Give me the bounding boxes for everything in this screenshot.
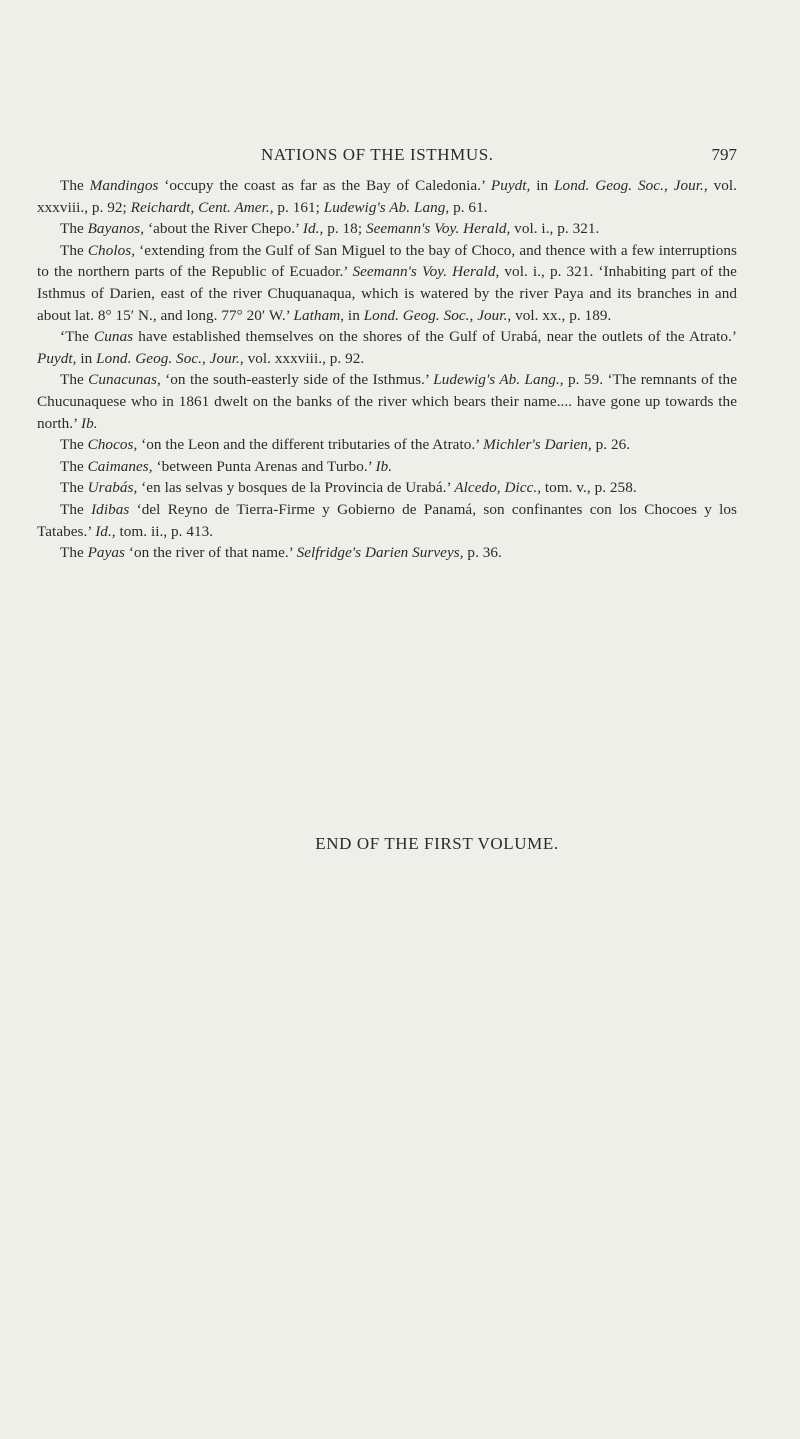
italic-citation-run: Bayanos, bbox=[87, 220, 145, 238]
entry-idibas bbox=[37, 499, 737, 542]
text-run: in bbox=[344, 306, 364, 324]
end-of-volume-note: END OF THE FIRST VOLUME. bbox=[315, 834, 559, 853]
text-run: p. 59. ‘The remnants of the Chucunaquese who in 1861 dwelt on the banks of the river which bears their name.... have gone up towards the north.’ bbox=[37, 371, 737, 432]
italic-citation-run: Ib. bbox=[375, 457, 393, 475]
text-run: The bbox=[60, 371, 89, 389]
italic-citation-run: Ib. bbox=[80, 414, 98, 432]
italic-citation-run: Cunacunas, bbox=[88, 371, 161, 389]
italic-citation-run: Id., bbox=[302, 220, 324, 238]
text-run: ‘en las selvas y bosques de la Provincia de Urabá.’ bbox=[137, 479, 455, 497]
text-run: The bbox=[60, 457, 88, 475]
italic-citation-run: Lond. Geog. Soc., Jour., bbox=[363, 306, 512, 324]
text-run: ‘The bbox=[60, 328, 95, 346]
text-run: The bbox=[60, 241, 88, 259]
italic-citation-run: Id., bbox=[95, 522, 116, 540]
entry-cholos bbox=[37, 240, 737, 326]
italic-citation-run: Puydt, bbox=[37, 349, 77, 367]
text-run: The bbox=[60, 220, 88, 238]
text-run: vol. i., p. 321. bbox=[510, 220, 600, 238]
italic-citation-run: Ludewig's Ab. Lang, bbox=[323, 198, 450, 216]
italic-citation-run: Lond. Geog. Soc., Jour., bbox=[96, 349, 244, 367]
text-run: p. 161; bbox=[273, 198, 324, 216]
italic-citation-run: Cholos, bbox=[87, 241, 136, 259]
text-run: ‘extending from the Gulf of San Miguel to the bay of Choco, and thence with a few interruptions to the northern parts of the Republic of Ecuador.’ bbox=[37, 241, 738, 281]
italic-citation-run: Seemann's Voy. Herald, bbox=[352, 263, 500, 281]
italic-citation-run: Puydt, bbox=[490, 177, 531, 194]
italic-citation-run: Ludewig's Ab. Lang., bbox=[433, 371, 564, 389]
italic-citation-run: Selfridge's Darien Surveys, bbox=[296, 544, 464, 562]
text-run: ‘on the Leon and the different tributaries of the Atrato.’ bbox=[137, 436, 484, 454]
entry-bayanos bbox=[37, 218, 737, 240]
text-run: ‘on the south-easterly side of the Isthmus.’ bbox=[160, 371, 434, 389]
italic-citation-run: Urabás, bbox=[87, 479, 138, 497]
page-number: 797 bbox=[711, 145, 737, 164]
italic-citation-run: Payas bbox=[87, 544, 125, 562]
text-run: tom. v., p. 258. bbox=[541, 479, 637, 497]
text-run: in bbox=[76, 349, 97, 367]
entry-cunas bbox=[37, 326, 737, 369]
italic-citation-run: Michler's Darien, bbox=[483, 436, 592, 454]
italic-citation-run: Mandingos bbox=[89, 177, 159, 194]
entry-cunacunas bbox=[37, 369, 737, 434]
text-run: ‘on the river of that name.’ bbox=[124, 544, 297, 562]
text-run: p. 36. bbox=[463, 544, 502, 562]
text-run: The bbox=[60, 500, 92, 518]
entry-urabas bbox=[37, 477, 737, 499]
text-run: The bbox=[60, 479, 88, 497]
italic-citation-run: Latham, bbox=[293, 306, 345, 324]
italic-citation-run: Cunas bbox=[94, 328, 134, 346]
text-run: ‘between Punta Arenas and Turbo.’ bbox=[152, 457, 376, 475]
entry-mandingos bbox=[37, 175, 737, 218]
italic-citation-run: Idibas bbox=[91, 500, 130, 518]
text-run: p. 26. bbox=[591, 436, 631, 454]
text-run: vol. i., p. 321. ‘Inhabiting part of the Isthmus of Darien, east of the river Chuquanaqua, which is watered by the river Paya and its branches in and about lat. 8° 15′ N., and long. 77° 20′ W.’ bbox=[37, 263, 737, 324]
text-run: vol. xxxviii., p. 92; bbox=[37, 177, 737, 216]
entry-payas bbox=[37, 542, 737, 564]
italic-citation-run: Seemann's Voy. Herald, bbox=[365, 220, 511, 238]
italic-citation-run: Reichardt, Cent. Amer., bbox=[130, 198, 274, 216]
text-run: ‘about the River Chepo.’ bbox=[144, 220, 303, 238]
entry-caimanes bbox=[37, 456, 737, 478]
page-header bbox=[250, 145, 737, 169]
text-run: vol. xx., p. 189. bbox=[511, 306, 612, 324]
text-run: ‘occupy the coast as far as the Bay of Caledonia.’ bbox=[158, 177, 491, 194]
running-title: NATIONS OF THE ISTHMUS. bbox=[261, 145, 494, 164]
entry-chocos bbox=[37, 434, 737, 456]
text-run: The bbox=[60, 177, 90, 194]
italic-citation-run: Lond. Geog. Soc., Jour., bbox=[554, 177, 708, 194]
body-text bbox=[37, 175, 738, 853]
text-run: p. 61. bbox=[449, 198, 488, 216]
text-run: The bbox=[60, 436, 88, 454]
text-run: in bbox=[530, 177, 555, 194]
text-run: ‘del Reyno de Tierra-Firme y Gobierno de Panamá, son confinantes con los Chocoes y los Tatabes.’ bbox=[37, 500, 738, 540]
text-run: The bbox=[60, 544, 88, 562]
text-run: vol. xxxviii., p. 92. bbox=[243, 349, 365, 367]
text-run: have established themselves on the shores of the Gulf of Urabá, near the outlets of the Atrato.’ bbox=[133, 328, 737, 346]
italic-citation-run: Alcedo, Dicc., bbox=[454, 479, 542, 497]
italic-citation-run: Caimanes, bbox=[87, 457, 153, 475]
text-run: p. 18; bbox=[323, 220, 366, 238]
italic-citation-run: Chocos, bbox=[87, 436, 138, 454]
text-run: tom. ii., p. 413. bbox=[115, 522, 214, 540]
